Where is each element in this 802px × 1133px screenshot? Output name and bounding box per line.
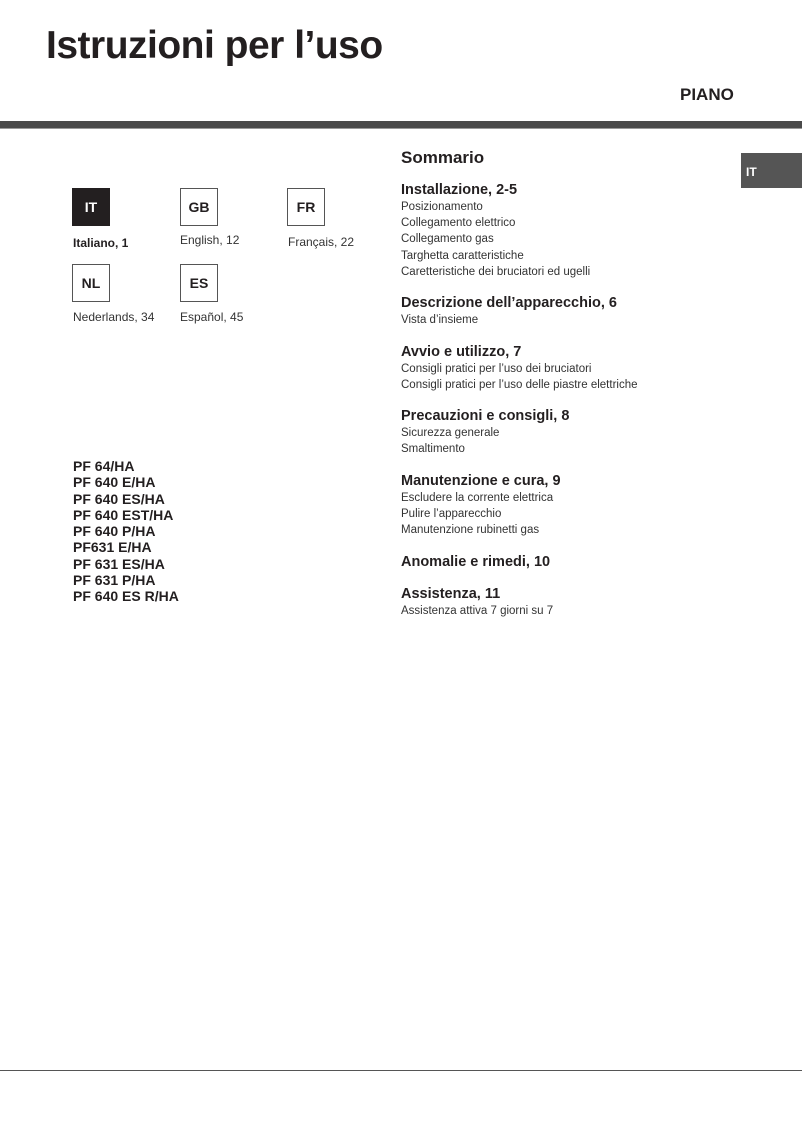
language-label-it[interactable]: Italiano, 1	[73, 236, 129, 250]
toc-heading[interactable]: Avvio e utilizzo, 7	[401, 344, 522, 360]
toc-item[interactable]: Vista d’insieme	[401, 314, 479, 326]
toc-section-avvio	[401, 343, 638, 393]
toc-item[interactable]: Consigli pratici per l’uso dei bruciatori	[401, 363, 592, 375]
toc-heading[interactable]: Anomalie e rimedi, 10	[401, 554, 551, 570]
language-badge-nl[interactable]: NL	[72, 264, 110, 302]
model-name: PF 640 ES/HA	[73, 490, 165, 507]
toc-item[interactable]: Sicurezza generale	[401, 427, 500, 439]
toc-section-manutenzione	[401, 472, 561, 539]
toc-item[interactable]: Smaltimento	[401, 443, 465, 456]
model-list	[73, 458, 179, 605]
toc-item[interactable]: Assistenza attiva 7 giorni su 7	[401, 605, 554, 617]
toc-section-assistenza	[401, 585, 553, 619]
toc-item[interactable]: Collegamento gas	[401, 233, 494, 246]
footer-divider	[0, 1070, 802, 1071]
model-name: PF 640 E/HA	[73, 474, 156, 491]
model-name: PF 640 EST/HA	[73, 506, 174, 523]
toc-heading[interactable]: Assistenza, 11	[401, 586, 501, 602]
toc-item[interactable]: Collegamento elettrico	[401, 217, 516, 230]
model-name: PF 631 P/HA	[73, 572, 156, 589]
toc-heading[interactable]: Installazione, 2-5	[401, 182, 518, 198]
toc-section-anomalie	[401, 553, 550, 571]
toc-item[interactable]: Escludere la corrente elettrica	[401, 492, 554, 504]
language-badge-gb[interactable]: GB	[180, 188, 218, 226]
toc-item[interactable]: Caretteristiche dei bruciatori ed ugelli	[401, 265, 591, 278]
header-divider	[0, 121, 802, 129]
toc-section-precauzioni	[401, 407, 569, 457]
toc-item[interactable]: Manutenzione rubinetti gas	[401, 524, 540, 537]
language-label-fr[interactable]: Français, 22	[288, 235, 355, 249]
language-badge-fr[interactable]: FR	[287, 188, 325, 226]
toc-item[interactable]: Consigli pratici per l’uso delle piastre elettriche	[401, 379, 638, 392]
model-name: PF 64/HA	[73, 458, 135, 474]
language-badge-it[interactable]: IT	[72, 188, 110, 226]
model-name: PF 631 ES/HA	[73, 555, 165, 572]
toc-section-installazione	[401, 181, 590, 280]
toc-item[interactable]: Targhetta caratteristiche	[401, 249, 524, 262]
toc-section-descrizione	[401, 294, 617, 328]
language-label-es[interactable]: Español, 45	[180, 310, 244, 324]
toc-title: Sommario	[401, 148, 485, 167]
model-name: PF 640 P/HA	[73, 523, 156, 540]
model-name: PF631 E/HA	[73, 539, 152, 556]
toc-item[interactable]: Pulire l’apparecchio	[401, 508, 502, 521]
toc-heading[interactable]: Descrizione dell’apparecchio, 6	[401, 295, 617, 311]
language-badge-es[interactable]: ES	[180, 264, 218, 302]
product-type: PIANO	[680, 85, 734, 104]
model-name: PF 640 ES R/HA	[73, 588, 179, 605]
language-side-tab: IT	[741, 153, 802, 188]
language-label-nl[interactable]: Nederlands, 34	[73, 310, 155, 324]
page-title: Istruzioni per l’uso	[46, 24, 383, 67]
toc-item[interactable]: Posizionamento	[401, 201, 483, 213]
toc-heading[interactable]: Manutenzione e cura, 9	[401, 473, 561, 489]
toc-heading[interactable]: Precauzioni e consigli, 8	[401, 408, 570, 424]
language-label-gb[interactable]: English, 12	[180, 233, 240, 247]
